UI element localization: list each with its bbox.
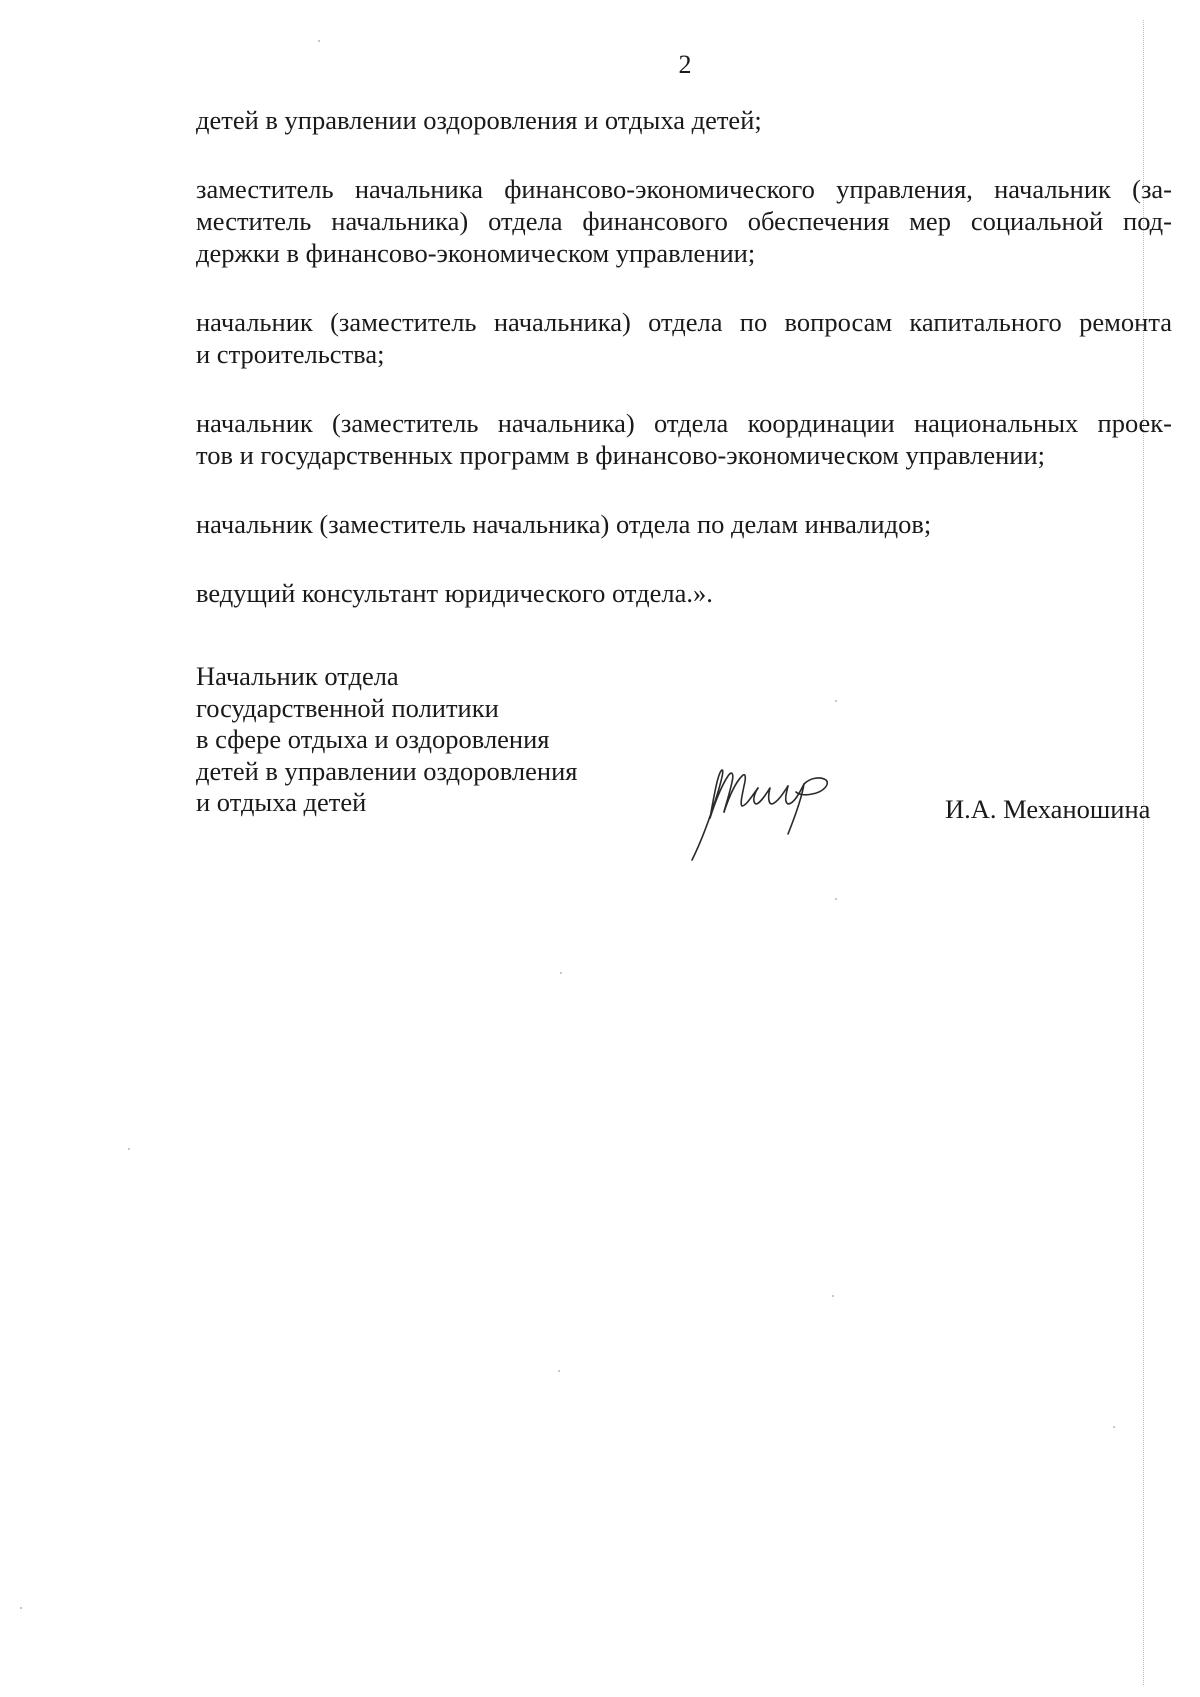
paragraph <box>196 173 1172 269</box>
scan-speck <box>835 898 837 900</box>
paragraph-line: меститель начальника) отдела финансового обеспечения мер социальной под- <box>196 206 1172 236</box>
scan-speck <box>1113 1426 1115 1428</box>
paragraph-line: начальник (заместитель начальника) отдела по вопросам капитального ремонта <box>196 307 1172 337</box>
scan-speck <box>128 1148 130 1150</box>
handwritten-signature-icon <box>688 748 848 868</box>
scan-speck <box>558 1370 560 1372</box>
signer-name: И.А. Механошина <box>945 794 1151 824</box>
paragraph-line: ведущий консультант юридического отдела.». <box>196 578 713 608</box>
page-number: 2 <box>678 50 692 79</box>
paragraph-line: тов и государственных программ в финансово-экономическом управлении; <box>196 440 1046 470</box>
paragraph-line: держки в финансово-экономическом управлении; <box>196 238 756 268</box>
paragraph-line: детей в управлении оздоровления и отдыха детей; <box>196 105 762 135</box>
paragraph <box>196 577 1172 609</box>
paragraph-line: и строительства; <box>196 339 385 369</box>
document-body <box>196 104 1172 646</box>
scan-speck <box>318 40 320 42</box>
scan-speck <box>835 700 837 702</box>
paragraph <box>196 407 1172 471</box>
paragraph <box>196 306 1172 370</box>
signer-position-line: в сфере отдыха и оздоровления <box>196 724 550 754</box>
signer-position-line: детей в управлении оздоровления <box>196 755 578 786</box>
paragraph-line: начальник (заместитель начальника) отдела по делам инвалидов; <box>196 509 932 539</box>
paragraph-line: заместитель начальника финансово-экономического управления, начальник (за- <box>196 174 1172 204</box>
paragraph <box>196 508 1172 540</box>
scan-speck <box>832 1295 834 1297</box>
scan-speck <box>560 972 562 974</box>
signer-position-line: Начальник отдела <box>196 661 399 691</box>
paragraph-line: начальник (заместитель начальника) отдела координации национальных проек- <box>196 408 1172 438</box>
signer-position-line: государственной политики <box>196 692 499 723</box>
paragraph <box>196 104 1172 136</box>
scan-speck <box>20 1607 22 1609</box>
signer-position-line: и отдыха детей <box>196 787 367 817</box>
signer-position-block <box>196 661 577 819</box>
